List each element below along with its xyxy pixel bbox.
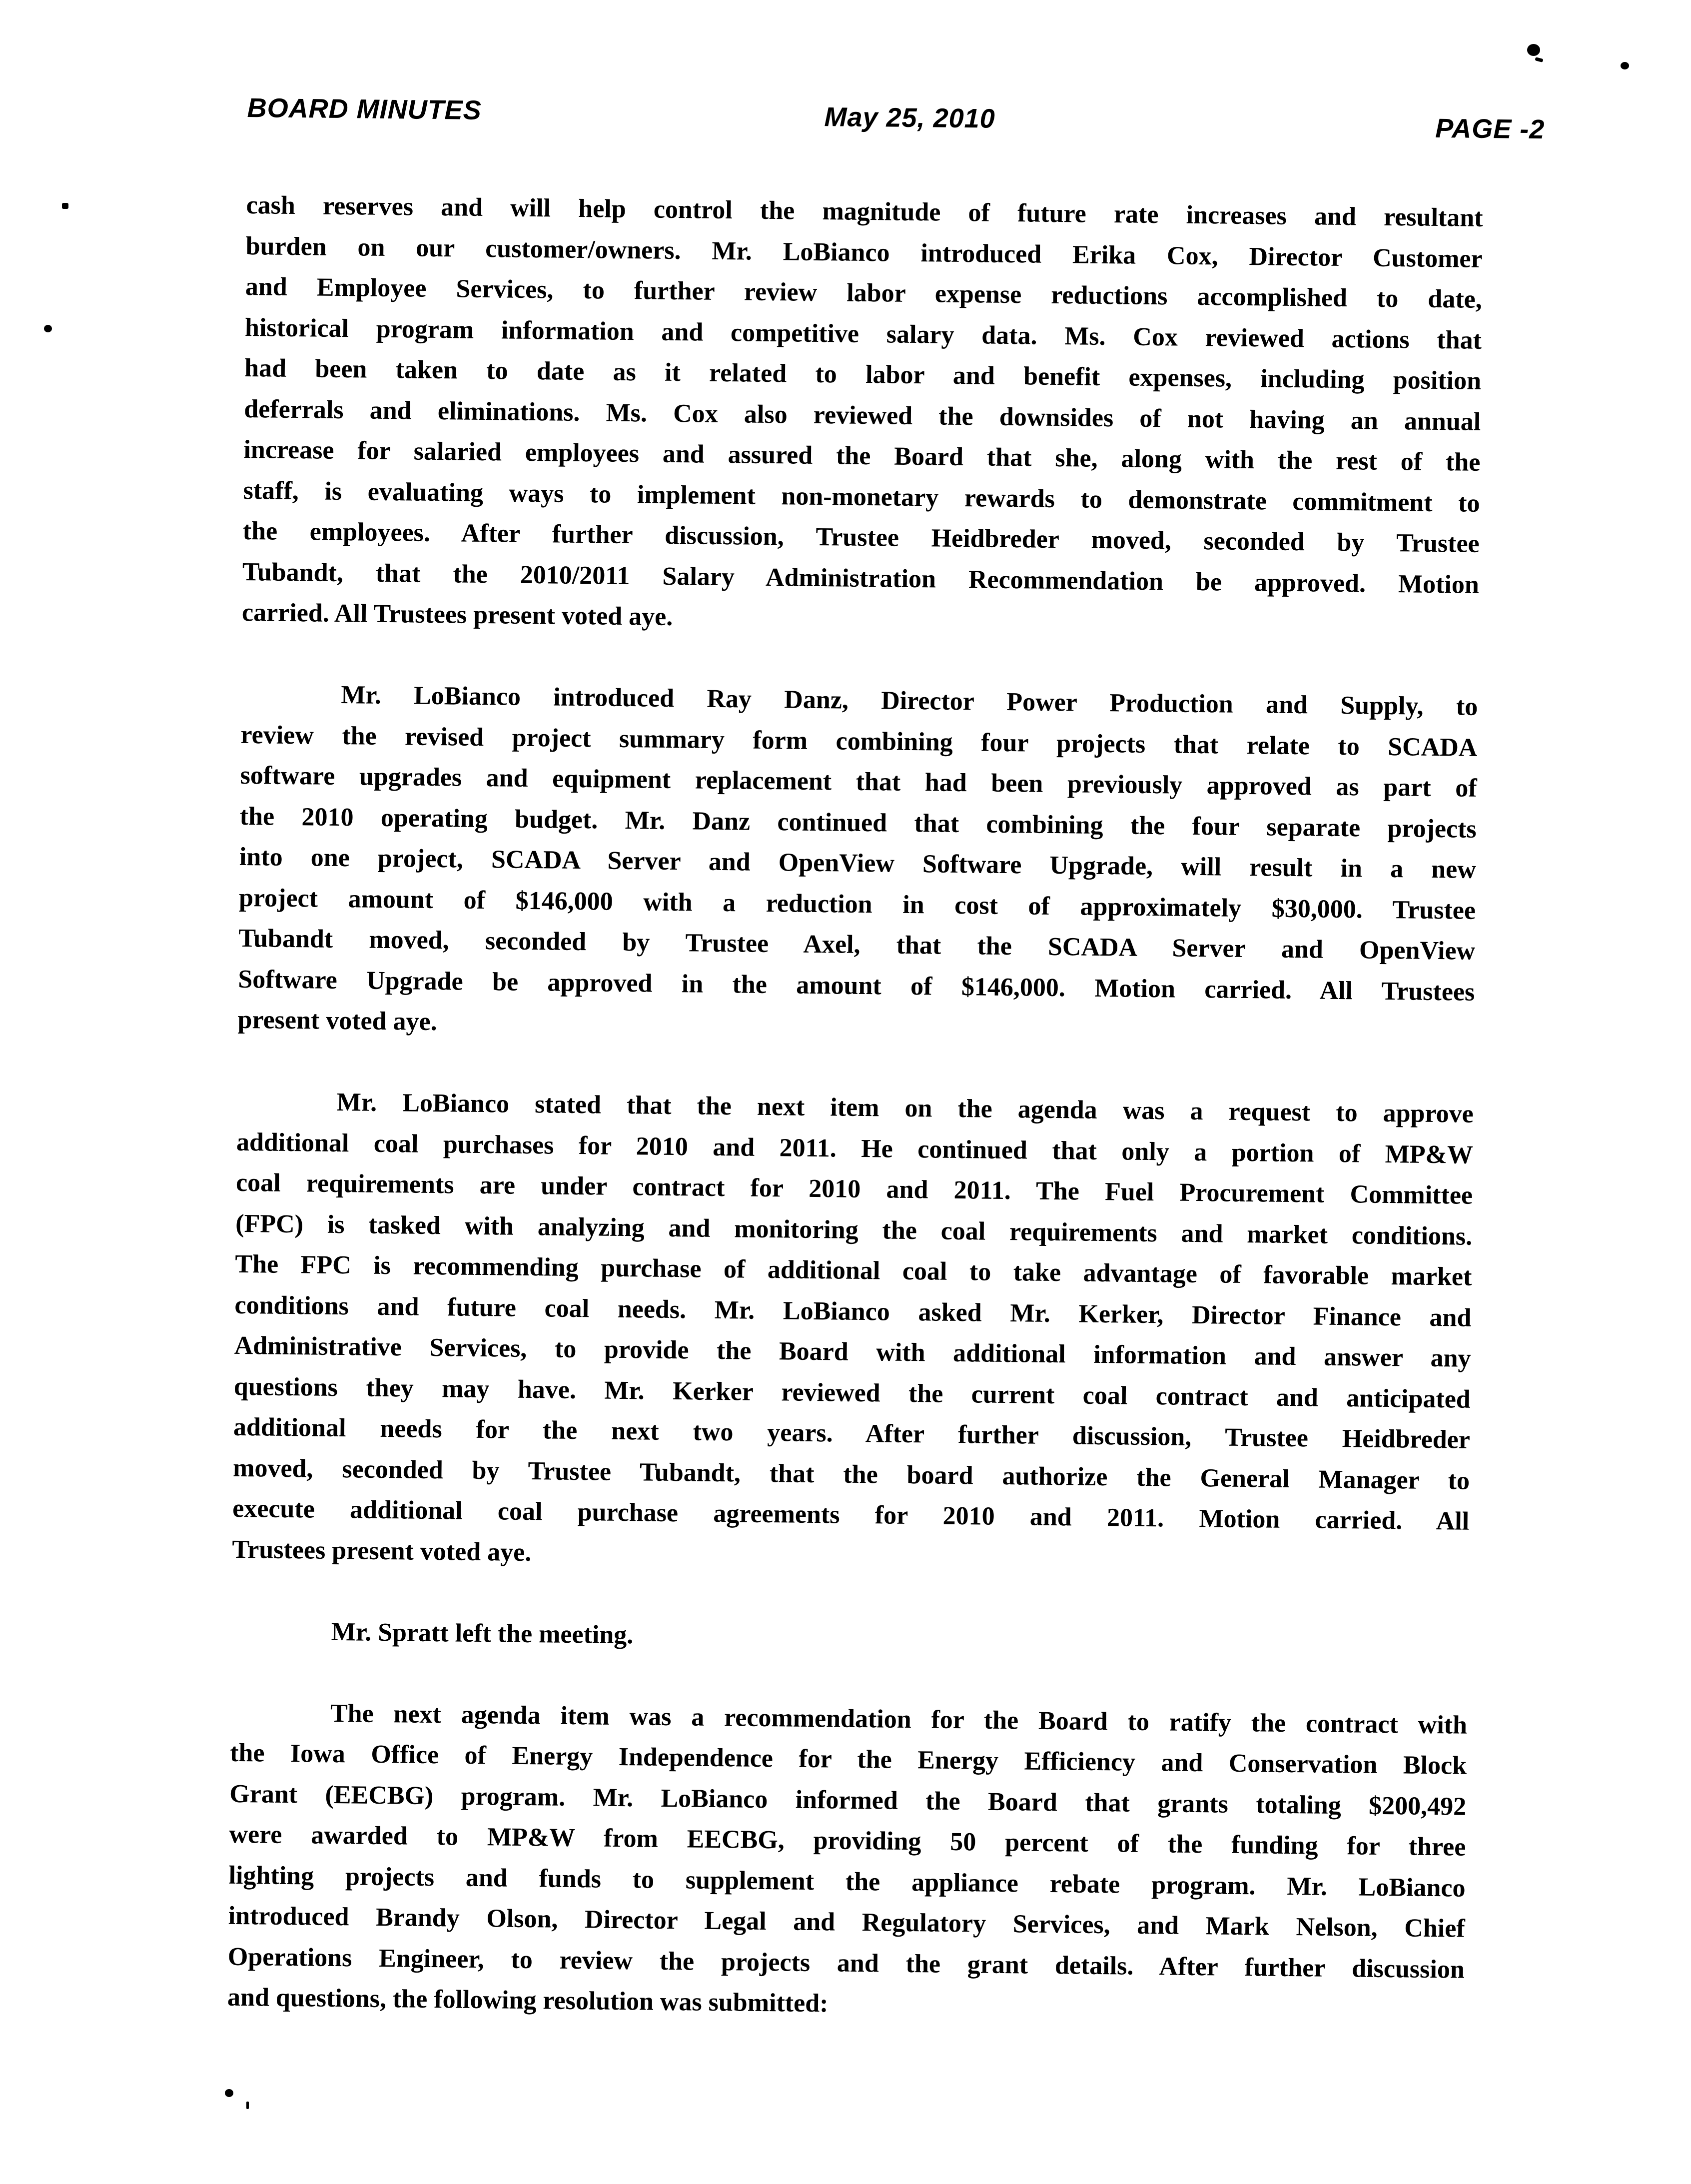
text-line: additional coal purchases for 2010 and 2011. He continued that only a portion of MP&W bbox=[236, 1127, 1474, 1169]
text-line: Mr. LoBianco stated that the next item on the agenda was a request to approve bbox=[336, 1088, 1474, 1128]
text-line: the Iowa Office of Energy Independence for the Energy Efficiency and Conservation Block bbox=[229, 1738, 1467, 1780]
ink-speck bbox=[62, 203, 68, 209]
header-date: May 25, 2010 bbox=[824, 102, 996, 134]
paragraph-coal-purchases bbox=[232, 1081, 1474, 1583]
text-line: additional needs for the next two years. After further discussion, Trustee Heidbreder bbox=[233, 1412, 1471, 1454]
text-line: coal requirements are under contract for 2010 and 2011. The Fuel Procurement Committee bbox=[235, 1168, 1473, 1210]
text-line: Mr. Spratt left the meeting. bbox=[331, 1617, 634, 1649]
text-line: had been taken to date as it related to labor and benefit expenses, including position bbox=[244, 353, 1482, 395]
ink-speck bbox=[1527, 44, 1540, 56]
text-line: deferrals and eliminations. Ms. Cox also reviewed the downsides of not having an annual bbox=[244, 394, 1481, 436]
text-line: review the revised project summary form combining four projects that relate to SCADA bbox=[240, 720, 1478, 762]
paragraph-scada-upgrade bbox=[237, 674, 1478, 1053]
scanned-content bbox=[227, 92, 1545, 2072]
text-line: Tubandt moved, seconded by Trustee Axel, that the SCADA Server and OpenView bbox=[238, 924, 1476, 966]
paragraph-spratt-left bbox=[231, 1610, 1468, 1664]
text-line: present voted aye. bbox=[237, 1005, 437, 1037]
ink-speck bbox=[1621, 62, 1629, 69]
text-line: The next agenda item was a recommendation for the Board to ratify the contract with bbox=[330, 1699, 1468, 1740]
text-line: Grant (EECBG) program. Mr. LoBianco informed the Board that grants totaling $200,492 bbox=[229, 1779, 1467, 1821]
text-line: carried. All Trustees present voted aye. bbox=[241, 598, 673, 631]
ink-speck bbox=[225, 2089, 233, 2097]
paragraph-eecbg-grant bbox=[227, 1692, 1468, 2031]
minutes-body bbox=[227, 185, 1483, 2031]
text-line: historical program information and competitive salary data. Ms. Cox reviewed actions that bbox=[244, 313, 1482, 355]
paragraph-salary-administration bbox=[242, 185, 1483, 646]
header-page-number: PAGE -2 bbox=[1435, 113, 1545, 145]
text-line: Tubandt, that the 2010/2011 Salary Administration Recommendation be approved. Motion bbox=[242, 557, 1480, 599]
text-line: introduced Brandy Olson, Director Legal and Regulatory Services, and Mark Nelson, Chief bbox=[228, 1901, 1465, 1943]
text-line: were awarded to MP&W from EECBG, providing 50 percent of the funding for three bbox=[229, 1820, 1466, 1862]
text-line: into one project, SCADA Server and OpenView Software Upgrade, will result in a new bbox=[239, 842, 1477, 884]
text-line: lighting projects and funds to supplement the appliance rebate program. Mr. LoBianco bbox=[228, 1861, 1466, 1903]
header-title: BOARD MINUTES bbox=[247, 92, 482, 125]
text-line: questions they may have. Mr. Kerker reviewed the current coal contract and anticipated bbox=[233, 1372, 1471, 1414]
text-line: The FPC is recommending purchase of additional coal to take advantage of favorable market bbox=[235, 1249, 1472, 1291]
text-line: project amount of $146,000 with a reduction in cost of approximately $30,000. Trustee bbox=[238, 883, 1476, 925]
text-line: the employees. After further discussion, Trustee Heidbreder moved, seconded by Trustee bbox=[242, 516, 1480, 558]
text-line: execute additional coal purchase agreements for 2010 and 2011. Motion carried. All bbox=[232, 1494, 1470, 1536]
text-line: Administrative Services, to provide the Board with additional information and answer any bbox=[234, 1331, 1471, 1373]
text-line: burden on our customer/owners. Mr. LoBianco introduced Erika Cox, Director Customer bbox=[245, 231, 1483, 273]
text-line: software upgrades and equipment replacement that had been previously approved as part of bbox=[240, 761, 1477, 803]
text-line: conditions and future coal needs. Mr. LoBianco asked Mr. Kerker, Director Finance and bbox=[234, 1290, 1472, 1332]
text-line: and Employee Services, to further review labor expense reductions accomplished to date, bbox=[245, 272, 1483, 314]
text-line: Trustees present voted aye. bbox=[232, 1535, 532, 1567]
text-line: moved, seconded by Trustee Tubandt, that the board authorize the General Manager to bbox=[232, 1453, 1470, 1495]
text-line: the 2010 operating budget. Mr. Danz continued that combining the four separate projects bbox=[239, 802, 1477, 844]
ink-speck bbox=[246, 2102, 249, 2109]
text-line: Software Upgrade be approved in the amount of $146,000. Motion carried. All Trustees bbox=[238, 965, 1475, 1007]
text-line: Operations Engineer, to review the projects and the grant details. After further discussion bbox=[227, 1942, 1465, 1984]
text-line: Mr. LoBianco introduced Ray Danz, Director Power Production and Supply, to bbox=[341, 681, 1478, 721]
text-line: and questions, the following resolution was submitted: bbox=[227, 1983, 829, 2018]
text-line: cash reserves and will help control the magnitude of future rate increases and resultant bbox=[246, 190, 1483, 232]
ink-speck bbox=[44, 325, 52, 332]
text-line: (FPC) is tasked with analyzing and monitoring the coal requirements and market conditions. bbox=[235, 1209, 1473, 1251]
page-header bbox=[247, 92, 1545, 145]
text-line: staff, is evaluating ways to implement non-monetary rewards to demonstrate commitment to bbox=[243, 476, 1480, 518]
ink-speck bbox=[1535, 57, 1543, 62]
text-line: increase for salaried employees and assured the Board that she, along with the rest of the bbox=[243, 435, 1481, 477]
